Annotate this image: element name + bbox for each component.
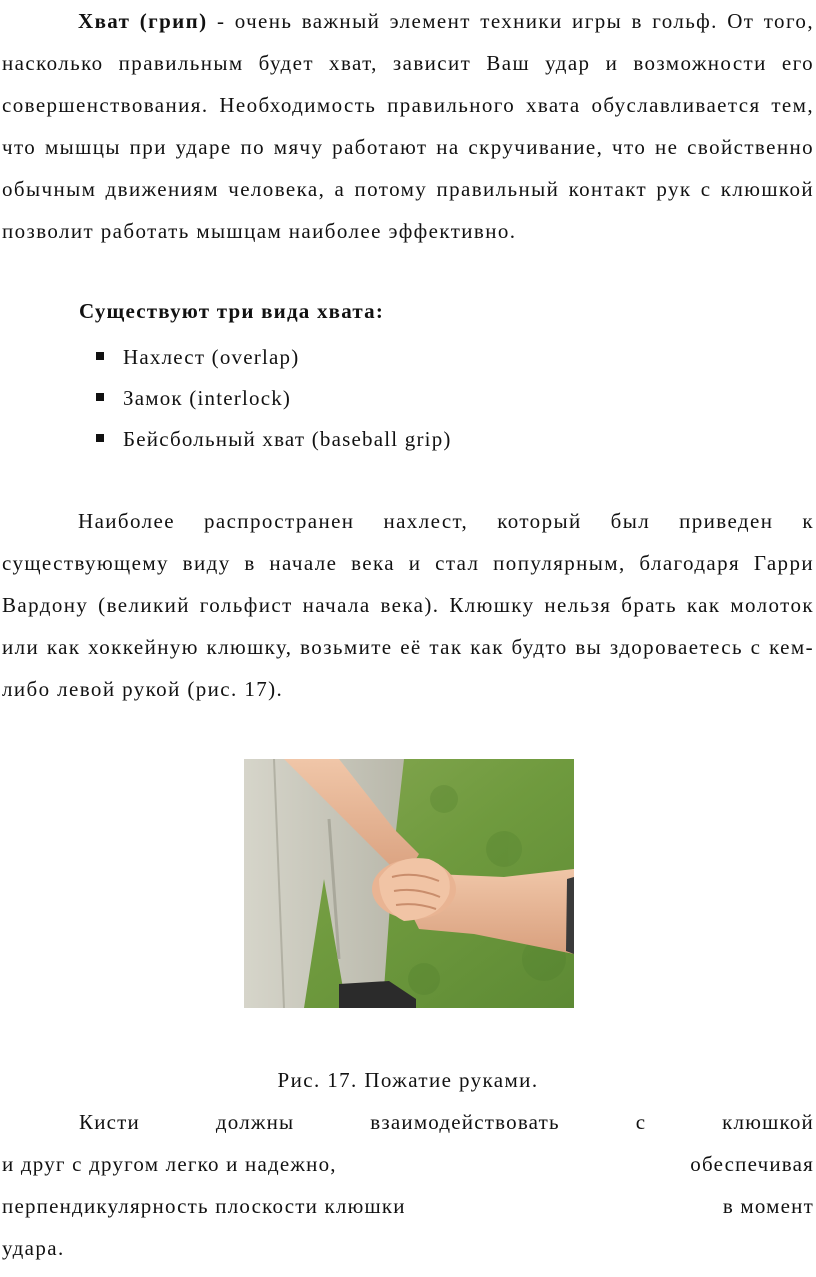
closing-line-2	[2, 1146, 814, 1182]
closing-line-4: удара.	[2, 1236, 65, 1260]
list-item-label: Бейсбольный хват (baseball grip)	[123, 426, 452, 451]
grip-types-heading: Существуют три вида хвата:	[79, 299, 385, 323]
word: клюшкой	[722, 1110, 814, 1134]
list-item	[96, 377, 452, 418]
grip-types-list	[96, 336, 452, 459]
text-segment: и друг с другом легко и надежно,	[2, 1152, 337, 1176]
list-item	[96, 336, 452, 377]
closing-line-3	[2, 1188, 814, 1224]
handshake-photo	[244, 759, 574, 1008]
list-item	[96, 418, 452, 459]
word: взаимодействовать	[370, 1110, 560, 1134]
square-bullet-icon	[96, 352, 104, 360]
closing-line-1	[79, 1104, 814, 1140]
handshake-illustration	[244, 759, 574, 1008]
square-bullet-icon	[96, 393, 104, 401]
word: Кисти	[79, 1110, 140, 1134]
figure-caption: Рис. 17. Пожатие руками.	[277, 1068, 539, 1092]
intro-text: - очень важный элемент техники игры в гольф. От того, насколько правильным будет хват, зависит Ваш удар и возможности его совершенствования. Необходимость правильного хвата обуславливается тем, что мышцы при ударе по мячу работают на скручивание, что не свойственно обычным движениям человека, а потому правильный контакт рук с клюшкой позволит работать мышцам наиболее эффективно.	[2, 9, 814, 243]
list-item-label: Замок (interlock)	[123, 385, 292, 410]
square-bullet-icon	[96, 434, 104, 442]
word: с	[635, 1110, 647, 1134]
text-segment: обеспечивая	[690, 1152, 814, 1176]
overlap-paragraph	[2, 500, 814, 710]
list-item-label: Нахлест (overlap)	[123, 344, 300, 369]
word: должны	[215, 1110, 295, 1134]
intro-paragraph	[2, 0, 814, 252]
text-segment: перпендикулярность плоскости клюшки	[2, 1194, 406, 1218]
overlap-text: Наиболее распространен нахлест, который был приведен к существующему виду в начале века и стал популярным, благодаря Гарри Вардону (великий гольфист начала века). Клюшку нельзя брать как молоток или как хоккейную клюшку, возьмите её так как будто вы здороваетесь с кем-либо левой рукой (рис. 17).	[2, 509, 814, 701]
text-segment: в момент	[722, 1194, 814, 1218]
grip-term: Хват (грип)	[78, 9, 208, 33]
